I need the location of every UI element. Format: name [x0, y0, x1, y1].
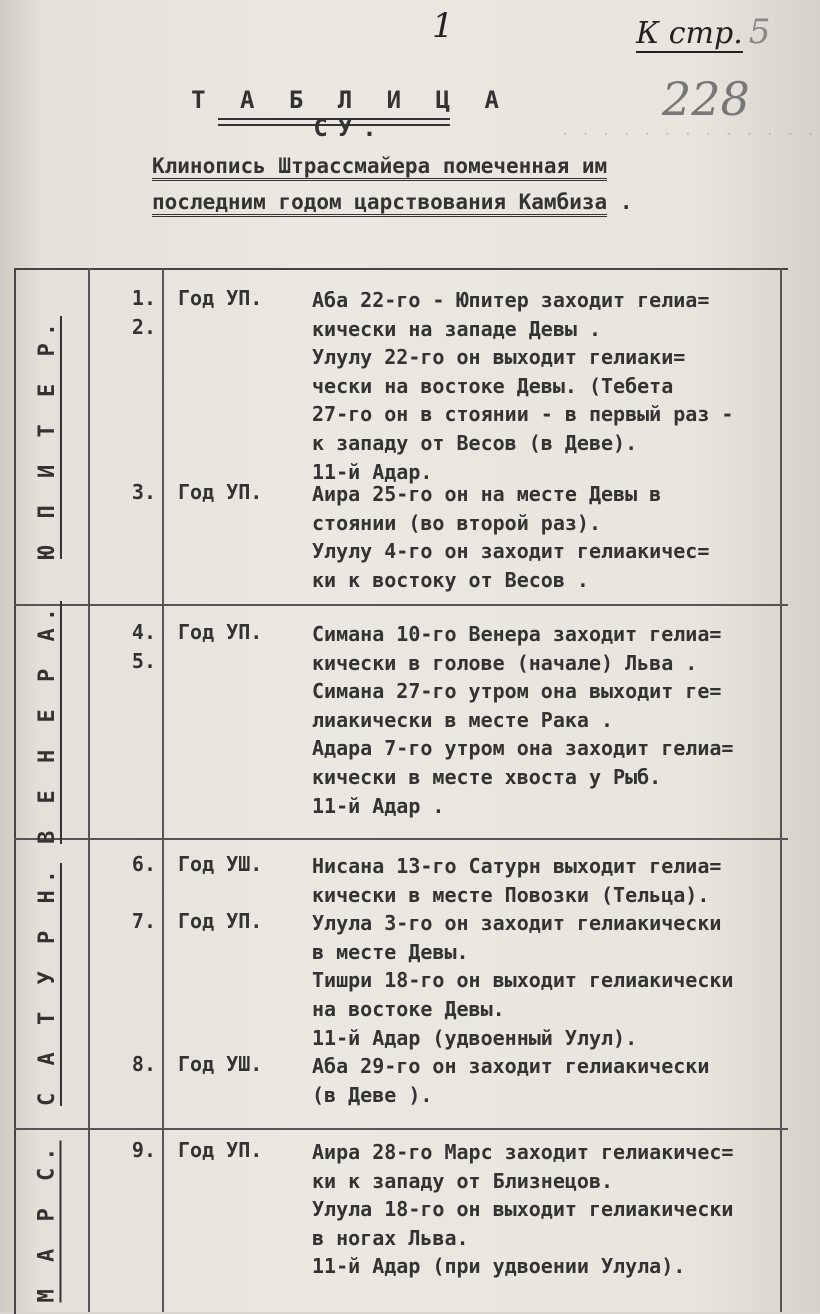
reference-page: 5	[748, 12, 771, 52]
entry-number	[96, 966, 156, 995]
text-line: на востоке Девы.	[312, 996, 505, 1021]
text-line: Аира 25-го он на месте Девы в	[312, 482, 662, 506]
entry-year: Год УШ.	[178, 1052, 263, 1077]
text-line: в месте Девы.	[312, 939, 469, 964]
folio-number: 228	[662, 72, 750, 126]
entry-year: Год УП.	[178, 1138, 263, 1162]
text-line: Симана 10-го Венера заходит гелиа=	[312, 622, 722, 646]
table-divider-right	[780, 268, 782, 1312]
planet-label-mars	[24, 1132, 72, 1310]
planet-mars-text: М А Р С.	[34, 1140, 60, 1302]
table-row-divider	[14, 604, 788, 606]
text-line: кически на западе Девы .	[312, 316, 601, 341]
text-line: Аба 22-го - Юпитер заходит гелиа=	[312, 288, 710, 312]
entry-number	[96, 995, 156, 1024]
text-line: Тишри 18-го он выходит гелиакически	[312, 968, 734, 993]
reference-text: К стр.	[636, 16, 743, 51]
planet-label-venus	[24, 600, 72, 844]
entry-text	[312, 286, 780, 486]
entry-numbers	[96, 286, 156, 343]
table-divider-planet	[88, 268, 90, 1312]
text-line: 11-й Адар (при удвоении Улула).	[312, 1254, 686, 1279]
text-line: кически в месте Повозки (Тельца).	[312, 882, 710, 907]
table-row-divider	[14, 838, 788, 840]
entry-year	[178, 938, 262, 967]
text-line: ки к западу от Близнецов.	[312, 1168, 614, 1193]
text-line: Аба 29-го он заходит гелиакически	[312, 1054, 710, 1079]
entry-number	[96, 1024, 156, 1053]
text-line: кически в голове (начале) Льва .	[312, 650, 698, 675]
text-line: Симана 27-го утром она выходит ге=	[312, 679, 722, 704]
table-row-divider	[14, 1128, 788, 1130]
text-line: Нисана 13-го Сатурн выходит гелиа=	[312, 854, 722, 878]
entry-year	[178, 1024, 262, 1053]
entry-year	[178, 966, 262, 995]
text-line: стоянии (во второй раз).	[312, 510, 601, 535]
entry-years	[178, 852, 262, 1081]
page-title: Т А Б Л И Ц А СУ.	[191, 86, 509, 142]
entry-number: 4.	[131, 620, 156, 644]
entry-year	[178, 995, 262, 1024]
entry-number: 3.	[131, 480, 156, 504]
text-line: Адара 7-го утром она заходит гелиа=	[312, 736, 734, 761]
entry-year: Год УП.	[178, 909, 263, 934]
subtitle-end: .	[619, 190, 633, 214]
entry-number: 5.	[131, 648, 156, 673]
entry-number: 2.	[131, 314, 156, 339]
text-line: Аира 28-го Марс заходит гелиакичес=	[312, 1140, 734, 1164]
entry-number: 9.	[131, 1138, 156, 1162]
text-line: Улулу 22-го он выходит гелиаки=	[312, 345, 686, 370]
entry-year: Год УП.	[178, 286, 263, 310]
subtitle-line-1-text: Клинопись Штрассмайера помеченная им	[152, 154, 607, 181]
entry-number: 1.	[131, 286, 156, 310]
entry-text	[312, 1138, 780, 1281]
title-underline	[218, 118, 450, 126]
entry-numbers	[96, 1138, 156, 1167]
subtitle-line-1	[152, 154, 607, 178]
entry-number	[96, 938, 156, 967]
entry-text	[312, 852, 780, 1109]
planet-label-jupiter	[24, 272, 72, 602]
planet-label-saturn	[24, 842, 72, 1126]
subtitle-line-2	[152, 190, 632, 214]
entry-year: Год УП.	[178, 480, 263, 504]
planet-saturn-text: С А Т У Р Н.	[34, 862, 60, 1106]
text-line: кически в месте хвоста у Рыб.	[312, 764, 662, 789]
entry-year: Год УШ.	[178, 852, 263, 876]
text-line: Улула 3-го он заходит гелиакически	[312, 911, 722, 936]
planet-jupiter-text: Ю П И Т Е Р.	[34, 315, 60, 559]
text-line: к западу от Весов (в Деве).	[312, 430, 638, 455]
text-line: 11-й Адар (удвоенный Улул).	[312, 1025, 638, 1050]
text-line: Улула 18-го он выходит гелиакически	[312, 1197, 734, 1222]
entry-year: Год УП.	[178, 620, 263, 644]
text-line: в ногах Льва.	[312, 1225, 469, 1250]
table-divider-number	[162, 268, 164, 1312]
page-reference	[636, 12, 770, 52]
entry-number: 6.	[131, 852, 156, 876]
entry-numbers	[96, 620, 156, 677]
text-line: 27-го он в стоянии - в первый раз -	[312, 402, 734, 427]
entry-numbers	[96, 852, 156, 1081]
subtitle-line-2-text: последним годом царствования Камбиза	[152, 190, 607, 217]
entry-numbers	[96, 480, 156, 509]
entry-text	[312, 620, 780, 820]
entry-year	[178, 881, 262, 910]
text-line: 11-й Адар .	[312, 793, 445, 818]
text-line: (в Деве ).	[312, 1082, 433, 1107]
bleed-through-text: . . . . . . . . . . . . .	[560, 120, 816, 140]
text-line: 11-й Адар.	[312, 459, 433, 484]
entry-text	[312, 480, 780, 594]
entry-number: 7.	[131, 909, 156, 934]
text-line: лиакически в месте Рака .	[312, 707, 614, 732]
text-line: ки к востоку от Весов .	[312, 567, 589, 592]
planet-venus-text: В Е Н Е Р А.	[34, 600, 60, 844]
page-number: 1	[432, 6, 454, 46]
entry-number: 8.	[131, 1052, 156, 1077]
text-line: Улулу 4-го он заходит гелиакичес=	[312, 539, 710, 564]
entry-number	[96, 881, 156, 910]
text-line: чески на востоке Девы. (Тебета	[312, 373, 674, 398]
